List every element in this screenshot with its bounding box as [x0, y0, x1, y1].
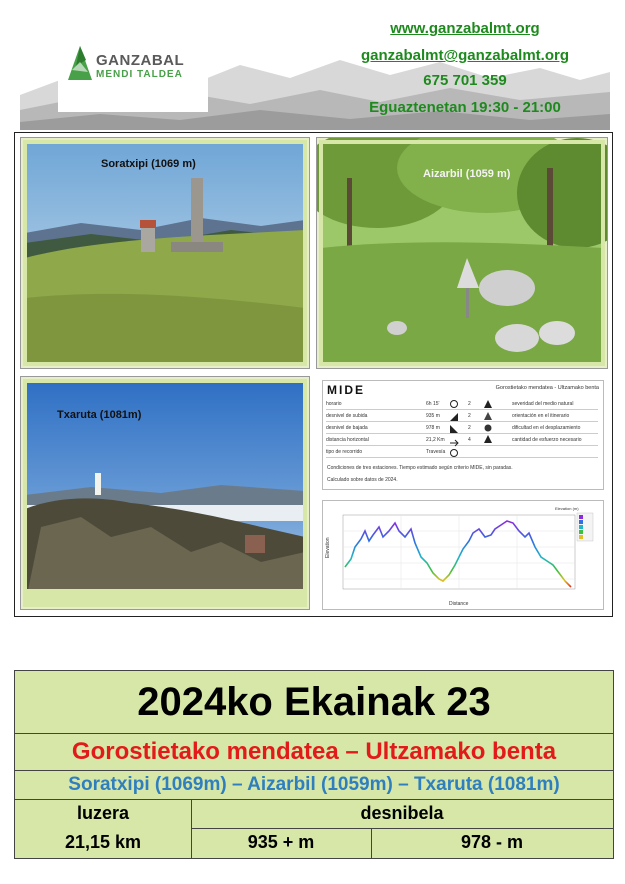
profile-xlabel: Distance	[449, 601, 469, 607]
mide-row-label: tipo de recorrido	[326, 449, 363, 455]
mide-row-score: 2	[468, 413, 471, 419]
table-divider	[191, 828, 613, 829]
mide-title: MIDE	[327, 383, 365, 397]
event-info-table	[14, 670, 614, 859]
mide-row-value: 21,2 Km	[426, 437, 445, 443]
profile-legend-title: Elevation (m)	[555, 506, 579, 511]
photo-caption: Soratxipi (1069 m)	[101, 158, 196, 170]
length-value: 21,15 km	[64, 832, 142, 852]
elevation-label: desnibela	[360, 803, 444, 823]
ascent-value: 935 + m	[247, 832, 315, 852]
mide-difficulty-icons	[483, 399, 501, 445]
mide-row-desc: dificultad en el desplazamiento	[512, 425, 581, 431]
phone-number: 675 701 359	[423, 72, 507, 89]
event-peaks: Soratxipi (1069m) – Aizarbil (1059m) – Txaruta (1081m)	[15, 770, 613, 800]
photo-caption: Aizarbil (1059 m)	[423, 168, 511, 180]
header	[0, 0, 625, 130]
mide-note: Calculado sobre datos de 2024.	[327, 477, 398, 483]
logo-subtitle: MENDI TALDEA	[96, 69, 183, 80]
length-label: luzera	[76, 803, 130, 823]
mide-route: Gorostietako mendatea - Ultzamako benta	[495, 385, 599, 391]
mide-symbols-icon	[449, 399, 467, 457]
mide-row-desc: orientación en el itinerario	[512, 413, 570, 419]
mide-row-label: distancia horizontal	[326, 437, 369, 443]
mide-summary	[322, 380, 604, 490]
summit-landscape-image	[21, 138, 309, 368]
mide-row-value: 6h 15'	[426, 401, 440, 407]
mide-note: Condiciones de tres estaciones. Tiempo estimado según criterio MIDE, sin paradas.	[327, 465, 513, 471]
descent-value: 978 - m	[460, 832, 524, 852]
mide-row-score: 2	[468, 401, 471, 407]
photo-soratxipi	[20, 137, 310, 369]
elevation-profile	[322, 500, 604, 610]
email-link[interactable]: ganzabalmt@ganzabalmt.org	[361, 47, 569, 64]
opening-hours: Eguaztenetan 19:30 - 21:00	[369, 99, 561, 116]
mide-row-desc: severidad del medio natural	[512, 401, 574, 407]
photo-caption: Txaruta (1081m)	[57, 409, 142, 421]
photo-txaruta	[20, 376, 310, 610]
mide-row-score: 2	[468, 425, 471, 431]
mide-row-label: desnivel de subida	[326, 413, 368, 419]
photo-aizarbil	[316, 137, 608, 369]
mide-row-desc: cantidad de esfuerzo necesario	[512, 437, 582, 443]
mide-row-label: desnivel de bajada	[326, 425, 368, 431]
mide-row-score: 4	[468, 437, 471, 443]
website-link[interactable]: www.ganzabalmt.org	[390, 20, 540, 37]
elevation-profile-graph	[323, 501, 603, 609]
mide-row-value: 935 m	[426, 413, 440, 419]
logo-name: GANZABAL	[96, 52, 185, 69]
mide-row-label: horario	[326, 401, 342, 407]
profile-ylabel: Elevation	[325, 537, 331, 558]
mide-row-value: Travesía	[426, 449, 446, 455]
event-route: Gorostietako mendatea – Ultzamako benta	[15, 733, 613, 771]
mountain-logo-icon	[66, 46, 96, 80]
event-date: 2024ko Ekainak 23	[15, 671, 613, 734]
mide-row-value: 978 m	[426, 425, 440, 431]
